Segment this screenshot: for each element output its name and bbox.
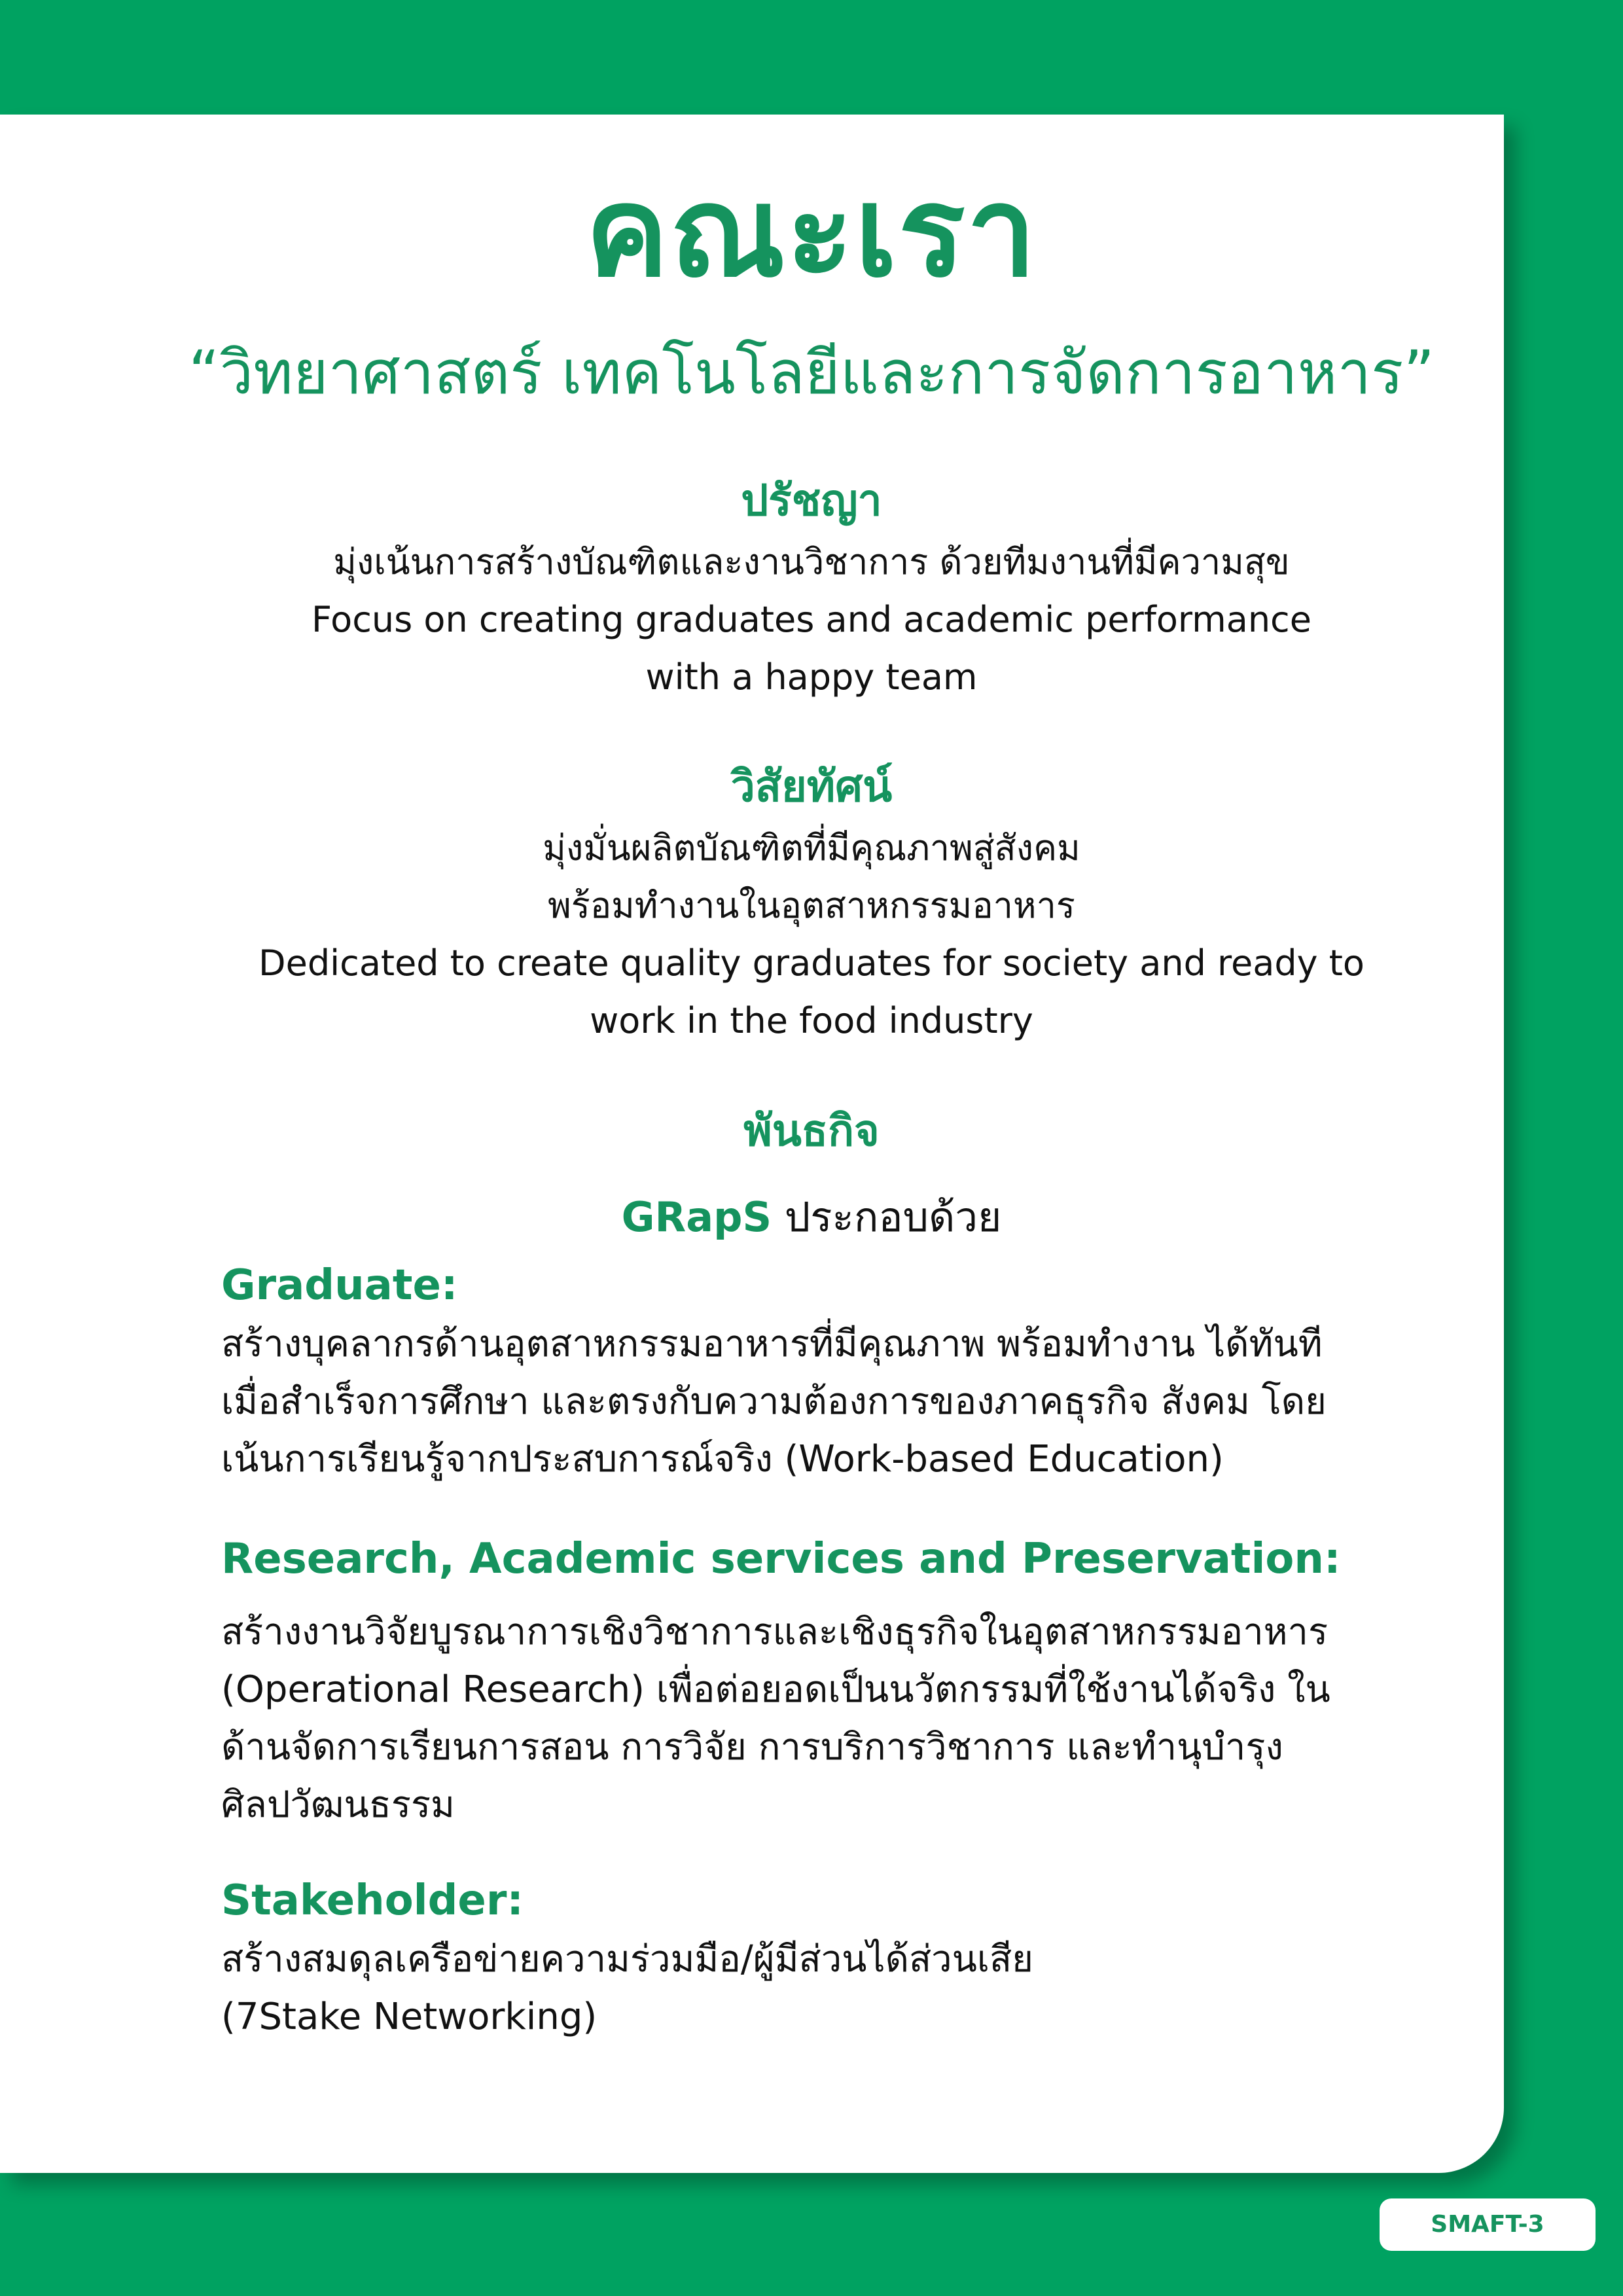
vision-line: Dedicated to create quality graduates for society and ready to <box>259 942 1364 984</box>
mission-acronym: GRapS <box>621 1193 772 1241</box>
mission-item-line: เน้นการเรียนรู้จากประสบการณ์จริง (Work-based Education) <box>221 1438 1224 1480</box>
mission-item-title-research: Research, Academic services and Preservation: <box>221 1535 1341 1583</box>
mission-item-line: ศิลปวัฒนธรรม <box>221 1784 455 1826</box>
mission-item-text-research <box>221 1604 1399 1834</box>
mission-intro-text: ประกอบด้วย <box>772 1193 1002 1241</box>
vision-line: work in the food industry <box>590 1000 1033 1041</box>
page-title: คณะเรา <box>585 160 1038 304</box>
page-subtitle: “วิทยาศาสตร์ เทคโนโลยีและการจัดการอาหาร” <box>188 338 1435 408</box>
mission-item-line: (Operational Research) เพื่อต่อยอดเป็นนวัตกรรมที่ใช้งานได้จริง ใน <box>221 1668 1330 1711</box>
mission-item-text-stakeholder <box>221 1931 1399 2046</box>
mission-item-line: ด้านจัดการเรียนการสอน การวิจัย การบริการวิชาการ และทำนุบำรุง <box>221 1726 1283 1768</box>
philosophy-line: with a happy team <box>645 656 978 698</box>
mission-item-line: (7Stake Networking) <box>221 1996 597 2038</box>
mission-heading: พันธกิจ <box>743 1105 880 1156</box>
vision-heading: วิสัยทัศน์ <box>730 761 893 812</box>
vision-line: พร้อมทำงานในอุตสาหกรรมอาหาร <box>548 885 1075 926</box>
philosophy-line: Focus on creating graduates and academic performance <box>312 599 1311 640</box>
mission-intro <box>0 1190 1623 1245</box>
mission-item-line: เมื่อสำเร็จการศึกษา และตรงกับความต้องการของภาคธุรกิจ สังคม โดย <box>221 1380 1327 1423</box>
philosophy-line: มุ่งเน้นการสร้างบัณฑิตและงานวิชาการ ด้วยทีมงานที่มีความสุข <box>333 541 1290 583</box>
mission-item-title-graduate: Graduate: <box>221 1261 458 1310</box>
page-number-label: SMAFT-3 <box>1380 2198 1596 2251</box>
vision-line: มุ่งมั่นผลิตบัณฑิตที่มีคุณภาพสู่สังคม <box>543 827 1080 869</box>
mission-item-line: สร้างบุคลากรด้านอุตสาหกรรมอาหารที่มีคุณภาพ พร้อมทำงาน ได้ทันที <box>221 1323 1323 1365</box>
mission-item-text-graduate <box>221 1316 1399 1488</box>
mission-item-line: สร้างงานวิจัยบูรณาการเชิงวิชาการและเชิงธุรกิจในอุตสาหกรรมอาหาร <box>221 1611 1329 1653</box>
mission-item-title-stakeholder: Stakeholder: <box>221 1876 524 1925</box>
mission-item-line: สร้างสมดุลเครือข่ายความร่วมมือ/ผู้มีส่วนได้ส่วนเสีย <box>221 1938 1033 1981</box>
philosophy-heading: ปรัชญา <box>741 475 882 526</box>
